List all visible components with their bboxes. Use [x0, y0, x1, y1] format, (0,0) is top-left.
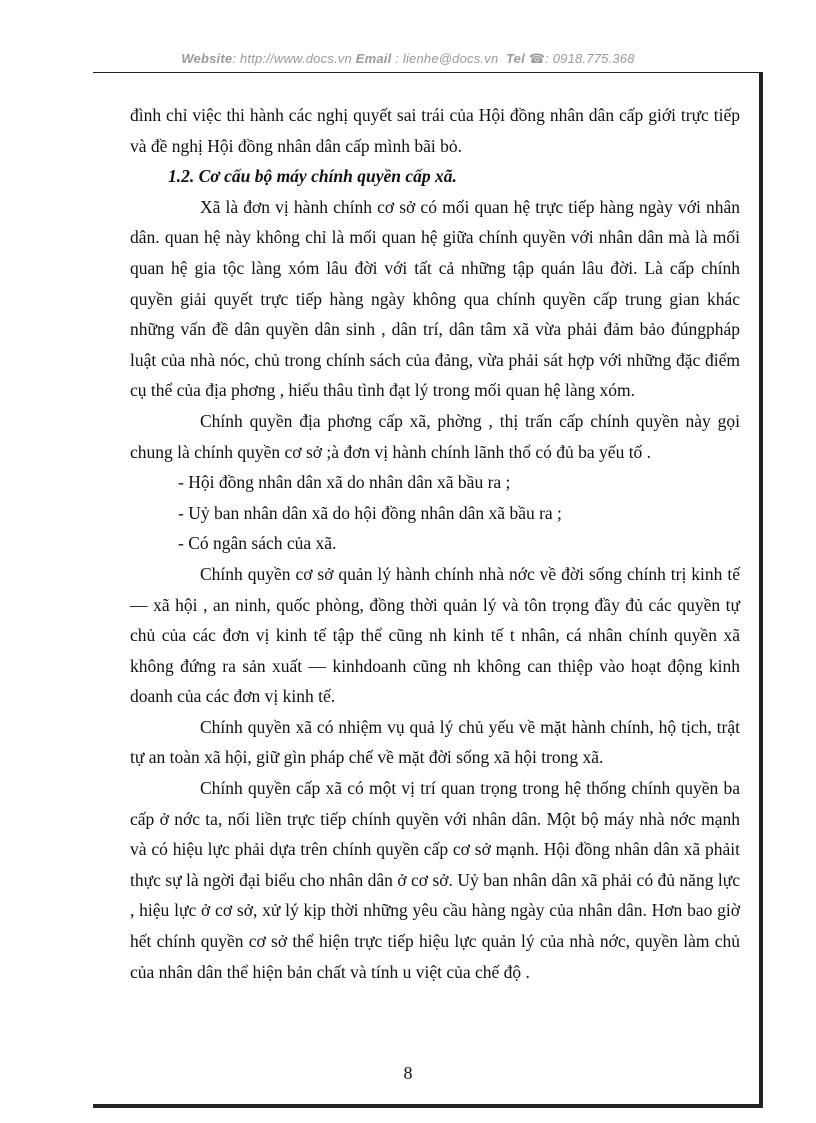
website-label: Website [181, 51, 233, 66]
paragraph-3: Chính quyền địa phơng cấp xã, phờng , thị trấn cấp chính quyền này gọi chung là chính quyền cơ sở ;à đơn vị hành chính lãnh thổ có đủ ba yếu tố . [130, 410, 740, 462]
paragraph-5: Chính quyền xã có nhiệm vụ quả lý chủ yếu về mặt hành chính, hộ tịch, trật tự an toàn xã hội, giữ gìn pháp chế về mặt đời sống xã hội trong xã. [130, 716, 740, 768]
paragraph-1: đình chỉ việc thi hành các nghị quyết sai trái của Hội đồng nhân dân cấp giới trực tiếp và đề nghị Hội đồng nhân dân cấp mình bãi bỏ. [130, 105, 740, 156]
tel-label: Tel [506, 51, 525, 66]
section-heading: 1.2. Cơ cấu bộ máy chính quyền cấp xã. [168, 166, 457, 187]
paragraph-6: Chính quyền cấp xã có một vị trí quan trọng trong hệ thống chính quyền ba cấp ở nớc ta, nối liền trực tiếp chính quyền với nhân dân. Một bộ máy nhà nớc mạnh và có hiệu lực phải dựa trên chính quyền cấp cơ sở mạnh. Hội đồng nhân dân xã phảit thực sự là ngời đại biểu cho nhân dân ở cơ sở. Uỷ ban nhân dân xã phải có đủ năng lực , hiệu lực ở cơ sở, xử lý kịp thời những yêu cầu hàng ngày của nhân dân. Hơn bao giờ hết chính quyền cơ sở thể hiện trực tiếp hiệu lực quản lý của nhà nớc, quyền làm chủ của nhân dân thể hiện bản chất và tính u việt của chế độ . [130, 778, 740, 982]
list-item: - Uỷ ban nhân dân xã do hội đồng nhân dân xã bầu ra ; [178, 502, 562, 523]
paragraph-2: Xã là đơn vị hành chính cơ sở có mối quan hệ trực tiếp hàng ngày với nhân dân. quan hệ này không chỉ là mối quan hệ giữa chính quyền với nhân dân mà là mối quan hệ gia tộc làng xóm lâu đời với tất cả những tập quán lâu đời. Là cấp chính quyền giải quyết trực tiếp hàng ngày không qua chính quyền cấp trung gian khác những vấn đề dân quyền dân sinh , dân trí, dân tâm xã vừa phải đảm bảo đúngpháp luật của nhà nóc, chủ trong chính sách của đảng, vừa phải sát hợp với những đặc điểm cụ thể của địa phơng , hiểu thâu tình đạt lý trong mối quan hệ làng xóm. [130, 196, 740, 401]
list-item: - Có ngân sách của xã. [178, 533, 337, 554]
paragraph-4: Chính quyền cơ sở quản lý hành chính nhà nớc về đời sống chính trị kinh tế — xã hội , an ninh, quốc phòng, đồng thời quản lý và tôn trọng đầy đủ các quyền tự chủ của các đơn vị kinh tế tập thể cũng nh kinh tế t nhân, cá nhân chính quyền xã không đứng ra sản xuất — kinhdoanh cũng nh không can thiệp vào hoạt động kinh doanh của các đơn vị kinh tế. [130, 563, 740, 707]
email-value: : lienhe@docs.vn [395, 51, 499, 66]
phone-icon: ☎ [528, 51, 546, 66]
email-label: Email [355, 51, 392, 66]
page-header [0, 51, 816, 67]
page-number: 8 [403, 1063, 413, 1083]
website-value: : http://www.docs.vn [232, 51, 352, 66]
list-item: - Hội đồng nhân dân xã do nhân dân xã bầu ra ; [178, 472, 511, 493]
document-body [130, 100, 740, 987]
tel-value: : 0918.775.368 [545, 51, 635, 66]
